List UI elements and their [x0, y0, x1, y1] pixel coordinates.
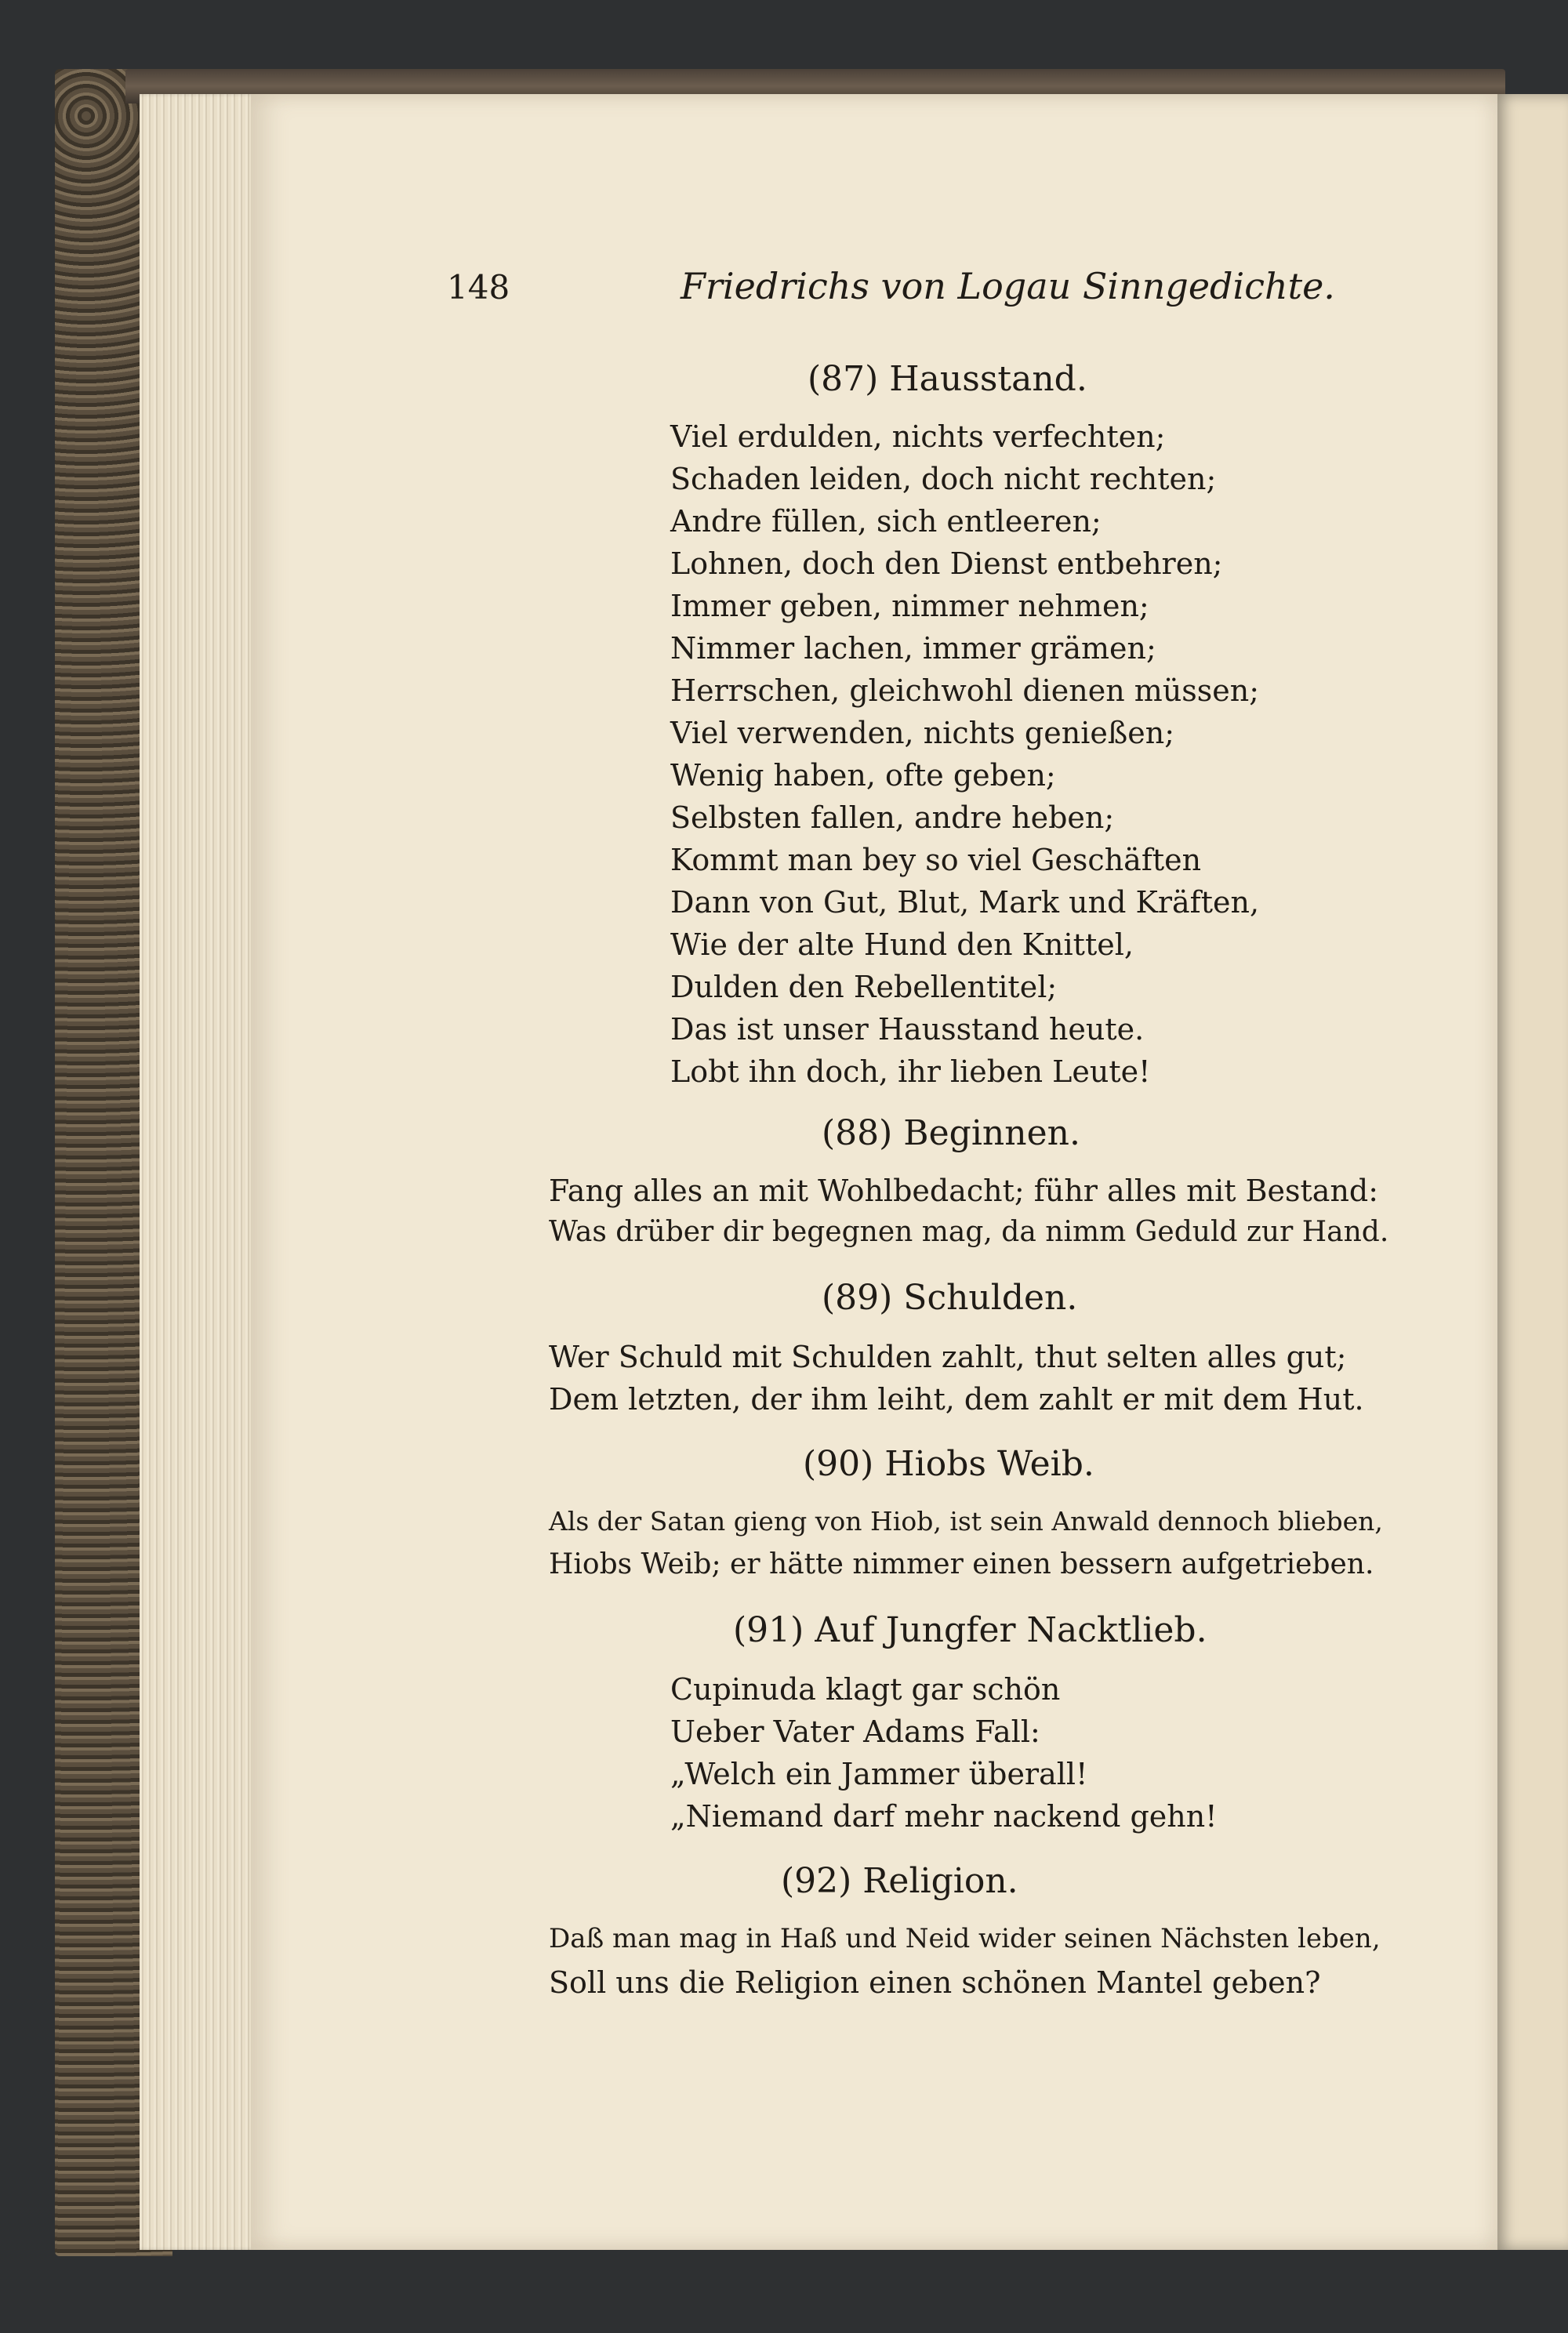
section-heading: (91) Auf Jungfer Nacktlieb. — [733, 1610, 1207, 1650]
verse-line: Lobt ihn doch, ihr lieben Leute! — [670, 1054, 1151, 1089]
verse-line: Viel verwenden, nichts genießen; — [670, 716, 1175, 750]
verse-line: Dann von Gut, Blut, Mark und Kräften, — [670, 885, 1260, 920]
verse-line: Immer geben, nimmer nehmen; — [670, 589, 1149, 623]
verse-line: Wer Schuld mit Schulden zahlt, thut selten alles gut; — [549, 1340, 1347, 1374]
verse-line: Wie der alte Hund den Knittel, — [670, 927, 1134, 962]
verse-line: Wenig haben, ofte geben; — [670, 758, 1056, 793]
verse-line: Cupinuda klagt gar schön — [670, 1672, 1061, 1707]
running-title: Friedrichs von Logau Sinngedichte. — [681, 265, 1335, 307]
verse-line: Als der Satan gieng von Hiob, ist sein Anwald dennoch blieben, — [549, 1506, 1383, 1537]
verse-line: Was drüber dir begegnen mag, da nimm Geduld zur Hand. — [549, 1216, 1389, 1248]
page-edges — [140, 94, 265, 2250]
verse-line: Kommt man bey so viel Geschäften — [670, 843, 1202, 877]
verse-line: Schaden leiden, doch nicht rechten; — [670, 462, 1217, 496]
verse-line: „Welch ein Jammer überall! — [670, 1757, 1088, 1791]
section-heading: (87) Hausstand. — [808, 359, 1087, 399]
section-heading: (92) Religion. — [781, 1861, 1018, 1901]
verse-line: Nimmer lachen, immer grämen; — [670, 631, 1156, 666]
verse-line: Andre füllen, sich entleeren; — [670, 504, 1102, 539]
page-number: 148 — [447, 268, 510, 307]
section-heading: (88) Beginnen. — [822, 1113, 1080, 1153]
verse-line: Ueber Vater Adams Fall: — [670, 1714, 1040, 1749]
verse-line: Dulden den Rebellentitel; — [670, 970, 1058, 1004]
verse-line: Selbsten fallen, andre heben; — [670, 800, 1115, 835]
verse-line: Lohnen, doch den Dienst entbehren; — [670, 546, 1223, 581]
verse-line: Fang alles an mit Wohlbedacht; führ alles mit Bestand: — [549, 1174, 1379, 1208]
verse-line: Soll uns die Religion einen schönen Mantel geben? — [549, 1965, 1321, 2000]
verse-line: Viel erdulden, nichts verfechten; — [670, 419, 1166, 454]
verse-line: Das ist unser Hausstand heute. — [670, 1012, 1145, 1047]
verse-line: Daß man mag in Haß und Neid wider seinen Nächsten leben, — [549, 1923, 1381, 1954]
facing-page-edge — [1494, 94, 1568, 2250]
verse-line: Dem letzten, der ihm leiht, dem zahlt er mit dem Hut. — [549, 1382, 1364, 1417]
verse-line: Hiobs Weib; er hätte nimmer einen bessern aufgetrieben. — [549, 1548, 1374, 1580]
verse-line: Herrschen, gleichwohl dienen müssen; — [670, 673, 1260, 708]
section-heading: (89) Schulden. — [822, 1278, 1078, 1318]
verse-line: „Niemand darf mehr nackend gehn! — [670, 1799, 1218, 1834]
section-heading: (90) Hiobs Weib. — [803, 1444, 1094, 1484]
